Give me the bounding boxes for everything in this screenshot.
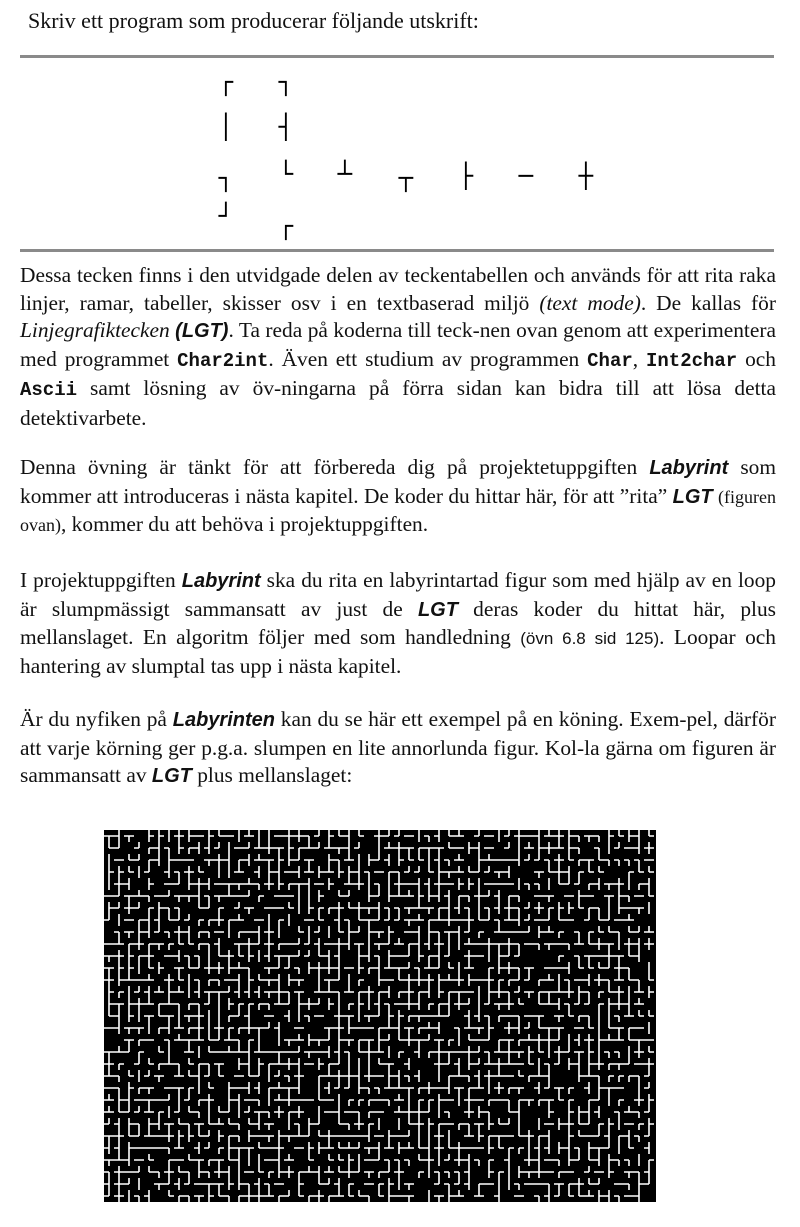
glyph-horizontal: ─ [518, 162, 534, 190]
program-name-char2int: Char2int [177, 349, 269, 372]
paragraph-exercise-purpose: Denna övning är tänkt för att förbereda dig på projektetuppgiften Labyrint som kommer att introduceras i nästa kapitel. De koder du hittar här, för att ”rita” LGT (figuren ovan), kommer du att behöva i projektuppgiften. [20, 455, 776, 537]
glyph-vertical-left: ┤ [278, 113, 294, 141]
divider-top [20, 55, 774, 58]
program-name-char: Char [587, 349, 633, 372]
glyph-cross: ┼ [578, 162, 594, 190]
divider-bottom [20, 249, 774, 252]
program-name-int2char: Int2char [645, 349, 738, 372]
exercise-intro: Skriv ett program som producerar följande utskrift: [28, 8, 479, 33]
paragraph-lgt-description: Dessa tecken finns i den utvidgade delen av teckentabellen och används för att rita raka linjer, ramar, tabeller, skisser osv i en textbaserad miljö (text mode). De kallas för Linjegrafiktecken (LGT). Ta reda på koderna till teck-nen ovan genom att experimentera med programmet Char2int. Även ett studium av programmen Char, Int2char och Ascii samt lösning av öv-ningarna på förra sidan kan bidra till att lösa detta detektivarbete. [20, 263, 776, 430]
glyph-down-right: ┌ [218, 68, 234, 96]
glyph-down-horizontal: ┬ [398, 164, 414, 192]
glyph-down-left-2: ┐ [218, 164, 234, 192]
maze-example-figure [104, 830, 656, 1202]
paragraph-project-task: I projektuppgiften Labyrint ska du rita en labyrintartad figur som med hjälp av en loop är slumpmässigt sammansatt av just de LGT deras koder du hittat här, plus mellanslaget. En algoritm följer med som handledning (övn 6.8 sid 125). Loopar och hantering av slumptal tas upp i nästa kapitel. [20, 568, 777, 678]
glyph-down-left: ┐ [278, 68, 294, 96]
program-name-ascii: Ascii [20, 379, 78, 402]
glyph-down-right-2: ┌ [278, 212, 294, 240]
glyph-up-right: └ [278, 160, 294, 188]
glyph-vertical: │ [218, 113, 234, 141]
maze-lines [104, 830, 654, 1202]
maze-drawing [104, 830, 656, 1202]
glyph-up-left: ┘ [218, 202, 234, 230]
glyph-up-horizontal: ┴ [337, 160, 353, 188]
paragraph-example-run: Är du nyfiken på Labyrinten kan du se här ett exempel på en köning. Exem-pel, därför att varje körning ger p.g.a. slumpen en lite annorlunda figur. Kol-la gärna om figuren är sammansatt av LGT plus mellanslaget: [20, 707, 777, 788]
glyph-vertical-right: ├ [458, 162, 474, 190]
